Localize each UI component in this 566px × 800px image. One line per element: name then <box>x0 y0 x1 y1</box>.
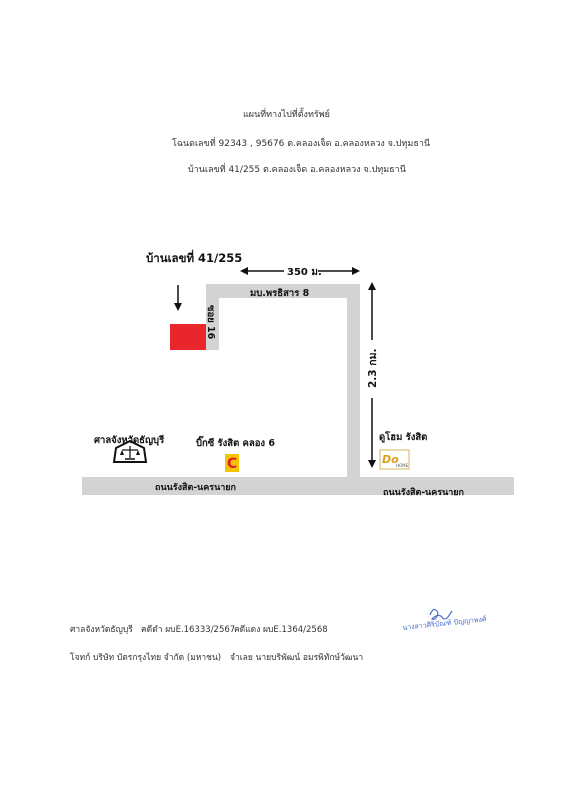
bigc-logo-icon <box>225 454 239 472</box>
road-label-right: ถนนรังสิต-นครนายก <box>383 488 464 498</box>
deed-line: โฉนดเลขที่ 92343 , 95676 ต.คลองเจ็ด อ.คลองหลวง จ.ปทุมธานี <box>172 139 431 149</box>
svg-text:Do: Do <box>382 453 399 466</box>
village-name-label: มบ.พรธิสาร 8 <box>250 288 310 299</box>
footer-case-black: คดีดำ ผบE.16333/2567 <box>141 625 236 635</box>
house-line: บ้านเลขที่ 41/255 ต.คลองเจ็ด อ.คลองหลวง จ.ปทุมธานี <box>188 165 406 175</box>
stamp-text: นางสาวศิริบัณฑ์ ปัญญาพงศ์ <box>402 615 487 632</box>
footer-plaintiff: โจทก์ บริษัท บัตรกรุงไทย จำกัด (มหาชน) <box>70 653 222 663</box>
bigc-label: บิ๊กซี รังสิต คลอง 6 <box>196 438 275 449</box>
svg-text:C: C <box>227 456 238 472</box>
footer-defendant: จำเลย นายบริพัฒน์ อมรพิทักษ์วัฒนา <box>230 653 364 663</box>
distance-23-label: 2.3 กม. <box>367 348 379 388</box>
house-number-label: บ้านเลขที่ 41/255 <box>146 251 243 265</box>
footer-court: ศาลจังหวัดธัญบุรี <box>70 625 133 635</box>
dohome-label: ดูโฮม รังสิต <box>379 432 428 443</box>
soi-label: ซอย 16 <box>205 305 216 340</box>
road-label-left: ถนนรังสิต-นครนายก <box>155 483 236 493</box>
svg-text:HOME: HOME <box>396 463 409 468</box>
dohome-logo-icon <box>380 450 409 469</box>
court-label: ศาลจังหวัดธัญบุรี <box>94 435 165 446</box>
distance-350-label: 350 ม. <box>287 267 322 278</box>
map-title: แผนที่ทางไปที่ตั้งทรัพย์ <box>243 110 330 120</box>
footer-case-red: คดีแดง ผบE.1364/2568 <box>234 625 328 635</box>
